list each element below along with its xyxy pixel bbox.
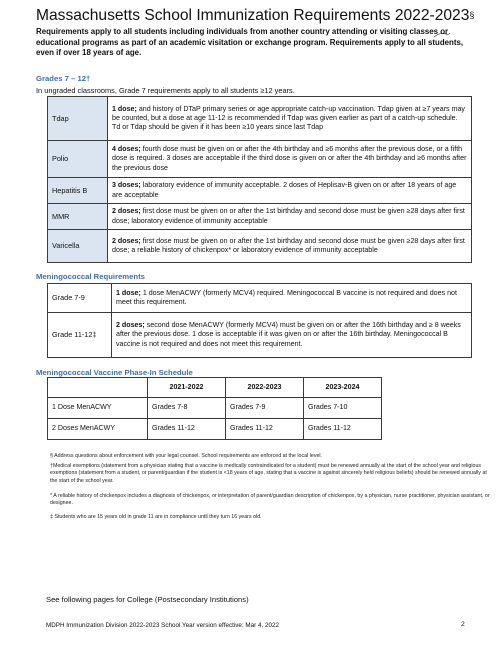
page-number: 2: [461, 621, 465, 628]
vaccine-name: Polio: [48, 141, 108, 178]
page-title: Massachusetts School Immunization Requirements 2022-2023§: [36, 7, 475, 24]
vaccine-requirements-table: [47, 96, 472, 263]
meningococcal-requirement: 2 doses; second dose MenACWY (formerly MCV4) must be given on or after the 16th birthday and ≥ 8 weeks after the previous dose. 1 dose is acceptable if it was given on or after the 16th birthday. Meningococcal B vaccine is not required and does not meet this requirement.: [112, 313, 472, 358]
table-cell: 2 Doses MenACWY: [48, 419, 148, 440]
table-cell: Grades 7-9: [226, 398, 304, 419]
vaccine-name: Tdap: [48, 97, 108, 141]
table-row: [48, 141, 472, 178]
see-following-pages: See following pages for College (Postsecondary Institutions): [46, 595, 249, 604]
table-cell: 1 Dose MenACWY: [48, 398, 148, 419]
footnote-grade-11: ‡ Students who are 15 years old in grade 11 are in compliance until they turn 16 years old.: [50, 514, 262, 520]
footnote-exemptions: †Medical exemptions (statement from a physician stating that a vaccine is medically contraindicated for a student) must be renewed annually at the start of the school year and religious exemptions (statement from a student, or parent/guardian if the student is <18 years of age, stating that a vaccine is against sincerely held religious beliefs) should be renewed annually at the start of the school year.: [50, 463, 487, 484]
intro-paragraph: Requirements apply to all students including individuals from another country attending or visiting classes or educational programs as part of an academic visitation or exchange program. Requirements apply to all students, even if over 18 years of age.: [36, 27, 464, 57]
meningococcal-heading: Meningococcal Requirements: [36, 272, 145, 281]
footnote-enforcement: § Address questions about enforcement with your legal counsel. School requirements are enforced at the local level.: [50, 453, 323, 459]
vaccine-name: MMR: [48, 204, 108, 230]
meningococcal-table: [47, 283, 472, 358]
table-row: [48, 419, 382, 440]
title-footnote-mark: §: [469, 10, 475, 20]
phase-in-heading: Meningococcal Vaccine Phase-In Schedule: [36, 368, 193, 377]
column-header: 2021-2022: [148, 378, 226, 398]
vaccine-requirement: 2 doses; first dose must be given on or after the 1st birthday and second dose must be given ≥28 days after first dose; laboratory evidence of immunity acceptable: [108, 204, 472, 230]
table-row: [48, 284, 472, 313]
table-row: [48, 97, 472, 141]
vaccine-requirement: 3 doses; laboratory evidence of immunity acceptable. 2 doses of Heplisav-B given on or after 18 years of age are acceptable: [108, 178, 472, 204]
meningococcal-requirement: 1 dose; 1 dose MenACWY (formerly MCV4) required. Meningococcal B vaccine is not required and does not meet this requirement.: [112, 284, 472, 313]
table-row: [48, 204, 472, 230]
vaccine-name: Hepatitis B: [48, 178, 108, 204]
vaccine-name: Varicella: [48, 230, 108, 263]
page-footer: MDPH Immunization Division 2022-2023 School Year version effective: Mar 4, 2022: [46, 622, 279, 629]
vaccine-requirement: 4 doses; fourth dose must be given on or after the 4th birthday and ≥6 months after the previous dose, or a fifth dose is required. 3 doses are acceptable if the third dose is given on or after the 4th birthday and ≥6 months after the previous dose: [108, 141, 472, 178]
table-row: [48, 398, 382, 419]
grade-label: Grade 11-12‡: [48, 313, 112, 358]
footnote-chickenpox: * A reliable history of chickenpox includes a diagnosis of chickenpox, or interpretation of parent/guardian description of chickenpox, by a physician, nurse practitioner, physician assistant, or designee.: [50, 493, 490, 507]
table-header-row: [48, 378, 382, 398]
vaccine-requirement: 2 doses; first dose must be given on or after the 1st birthday and second dose must be given ≥28 days after first dose; a reliable history of chickenpox* or laboratory evidence of immunity acceptable: [108, 230, 472, 263]
ungraded-note: In ungraded classrooms, Grade 7 requirements apply to all students ≥12 years.: [36, 86, 295, 95]
table-cell: Grades 11-12: [148, 419, 226, 440]
grades-section-heading: Grades 7 – 12†: [36, 74, 91, 83]
table-row: [48, 230, 472, 263]
table-cell: Grades 11-12: [304, 419, 382, 440]
table-cell: Grades 11-12: [226, 419, 304, 440]
phase-in-table: [47, 377, 382, 440]
table-row: [48, 313, 472, 358]
vaccine-requirement: 1 dose; and history of DTaP primary series or age appropriate catch-up vaccination. Tdap given at ≥7 years may be counted, but a dose at age 11-12 is recommended if Tdap was given earlier as part of a catch-up schedule. Td or Tdap should be given if it has been ≥10 years since last Tdap: [108, 97, 472, 141]
table-cell: Grades 7-8: [148, 398, 226, 419]
column-header: 2022-2023: [226, 378, 304, 398]
table-cell: Grades 7-10: [304, 398, 382, 419]
column-header: [48, 378, 148, 398]
column-header: 2023-2024: [304, 378, 382, 398]
table-row: [48, 178, 472, 204]
grade-label: Grade 7-9: [48, 284, 112, 313]
